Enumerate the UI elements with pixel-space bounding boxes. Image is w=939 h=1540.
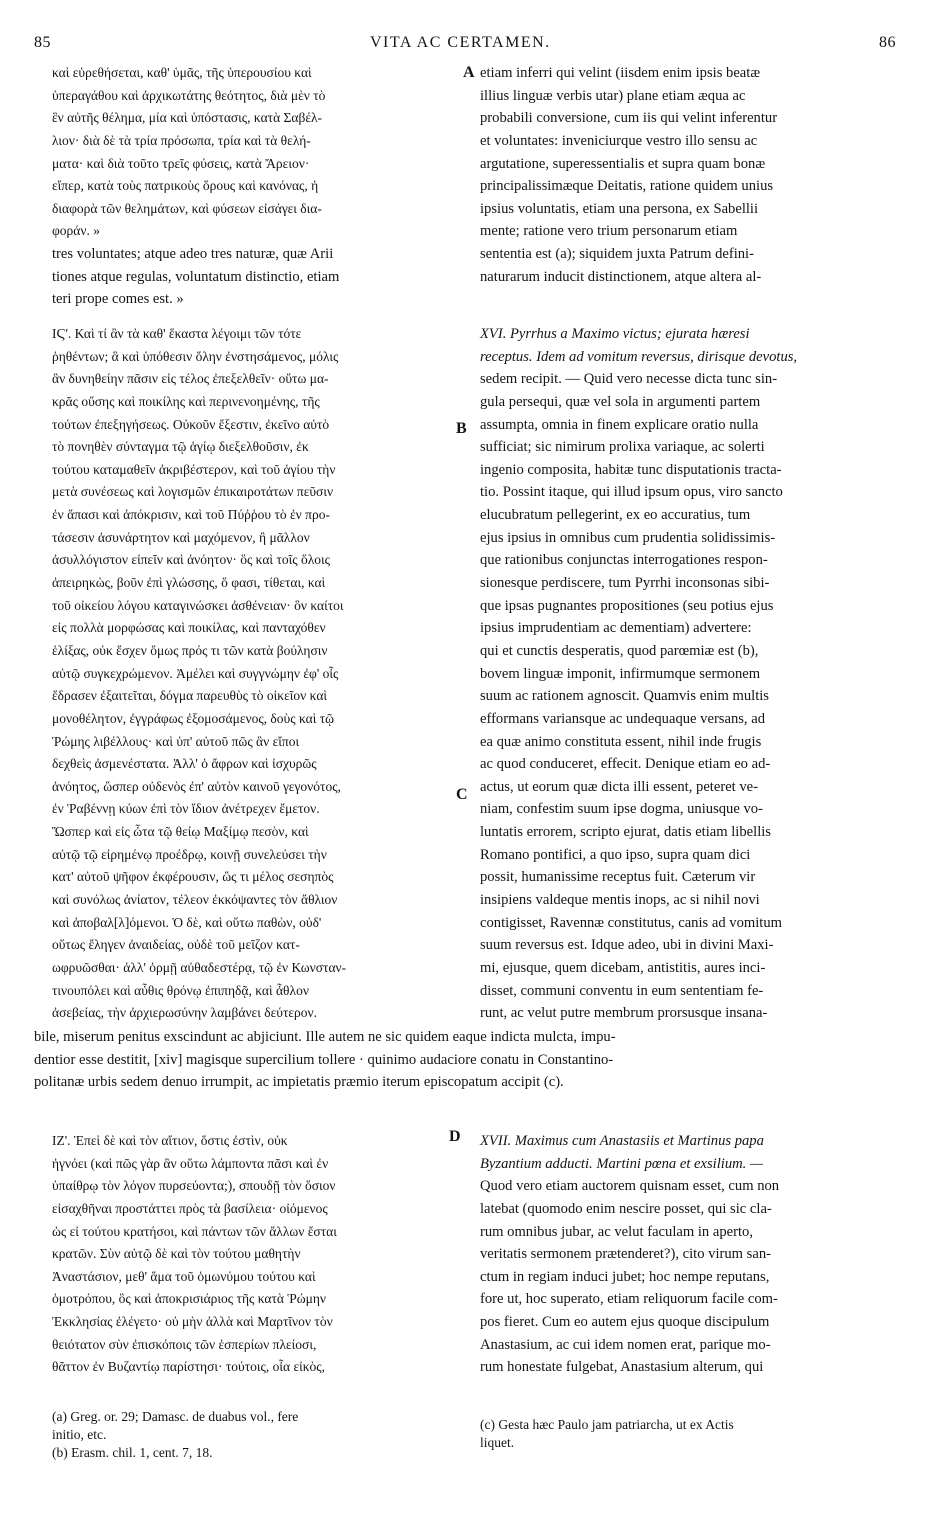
- greek-line: Ὥσπερ καὶ εἰς ὦτα τῷ θείῳ Μαξίμῳ πεσὸν, καὶ: [52, 824, 309, 840]
- footnote-b: (b) Erasm. chil. 1, cent. 7, 18.: [52, 1445, 213, 1460]
- greek-line: τούτου καταμαθεῖν ἀκριβέστερον, καὶ τοῦ ἁγίου τὴν: [52, 461, 336, 477]
- greek-line: ἓν αὐτῆς θέλημα, μία καὶ ὑπόστασις, κατὰ Σαβέλ-: [52, 110, 323, 126]
- greek-line: Ἐκκλησίας ἐλέγετο· οὐ μὴν ἀλλὰ καὶ Μαρτῖνον τὸν: [52, 1314, 333, 1330]
- greek-line: μονοθέλητον, ἐγγράφως ἐξομοσάμενος, δοὺς καὶ τῷ: [52, 710, 335, 726]
- latin-line: etiam inferri qui velint (iisdem enim ipsis beatæ: [480, 65, 761, 81]
- latin-line: Quod vero etiam auctorem quisnam esset, cum non: [480, 1178, 780, 1195]
- latin-line: runt, ac velut putre membrum prorsusque insana-: [480, 1005, 768, 1022]
- greek-line: τάσεσιν ἀσυνάρτητον καὶ μαχόμενον, ἢ μᾶλλον: [52, 529, 310, 545]
- margin-marker-b: B: [456, 420, 467, 437]
- latin-line: tio. Possint itaque, qui illud ipsum opus, viro sancto: [480, 484, 783, 501]
- greek-line: ῥηθέντων; ἃ καὶ ὑπόθεσιν ὅλην ἐνστησάμενος, μόλις: [52, 348, 339, 364]
- latin-line: luntatis errorem, scripto ejurat, datis etiam libellis: [480, 824, 771, 841]
- greek-line: ὁμοτρόπου, ὃς καὶ ἀποκρισιάριος τῆς κατὰ Ῥώμην: [52, 1291, 327, 1307]
- latin-line: sedem recipit. — Quid vero necesse dicta tunc sin-: [480, 371, 778, 388]
- latin-line: teri prope comes est. »: [52, 291, 184, 308]
- latin-line: niam, confestim suum ipse dogma, uniusque vo-: [480, 801, 763, 818]
- latin-line: que ipsas pugnantes propositiones (seu potius ejus: [480, 597, 774, 614]
- latin-line: assumpta, omnia in finem explicare oratio nulla: [480, 416, 759, 433]
- latin-span-full: [34, 1026, 616, 1094]
- greek-line: αὐτῷ συγκεχρώμενον. Ἀμέλει καὶ συγγνώμην ἐφ' οἷς: [52, 665, 339, 681]
- latin-line: ipsius voluntatis, etiam una persona, ex Sabellii: [480, 200, 759, 217]
- latin-line: ctum in regiam induci jubet; hoc nempe reputans,: [480, 1268, 770, 1285]
- page-number-right: 86: [879, 34, 896, 51]
- footnote-c-cont: liquet.: [480, 1435, 515, 1450]
- greek-line: εἰς πολλὰ μορφώσας καὶ ποικίλας, καὶ πανταχόθεν: [52, 620, 326, 636]
- greek-line: διαφορὰ τῶν θελημάτων, καὶ φύσεων εἰσάγει δια-: [52, 200, 322, 216]
- section-heading-xvii: XVII. Maximus cum Anastasiis et Martinus papa: [480, 1133, 764, 1149]
- latin-line: Romano pontifici, a quo ipso, supra quam dici: [480, 846, 751, 863]
- latin-line: sionesque perdiscere, tum Pyrrhi inconsonas sibi-: [480, 575, 770, 592]
- greek-line: οὕτως ἔληγεν ἀναιδείας, οὐδὲ τοῦ μεῖζον κατ-: [52, 937, 300, 953]
- footnotes-right: [480, 1416, 734, 1452]
- footnote-a: (a) Greg. or. 29; Damasc. de duabus vol., fere: [52, 1409, 299, 1424]
- latin-line: ejus ipsius in omnibus cum prudentia solidissimis-: [480, 529, 776, 546]
- latin-line: suum ac rationem agnoscit. Quamvis enim multis: [480, 688, 769, 705]
- latin-line: ac quod conduceret, effecit. Denique etiam eo ad-: [480, 756, 771, 773]
- latin-line: actus, ut eorum quæ dicta illi essent, peteret ve-: [480, 778, 759, 795]
- margin-marker-d: D: [449, 1128, 461, 1145]
- page-number-left: 85: [34, 34, 51, 51]
- latin-line: elucubratum pellegerint, ex eo accuratius, tum: [480, 507, 751, 524]
- latin-line: probabili conversione, cum iis qui velint inferentur: [480, 110, 778, 127]
- latin-span-left: [52, 243, 339, 311]
- latin-line: mi, ejusque, quem dicebam, antistitis, aures inci-: [480, 959, 766, 976]
- latin-line: sufficiat; sic nimirum prolixa variaque, ac solerti: [480, 439, 765, 456]
- latin-line: illius linguæ verbis utar) plane etiam æqua ac: [480, 87, 746, 104]
- latin-line: disset, communi conventu in eum sententiam fe-: [480, 982, 764, 999]
- latin-line: bovem linguæ imponit, infirmumque sermonem: [480, 665, 761, 682]
- latin-line: tres voluntates; atque adeo tres naturæ, quæ Arii: [52, 246, 334, 262]
- latin-line: latebat (quomodo enim nescire posset, qui sic cla-: [480, 1200, 772, 1217]
- greek-line: ὑπεραγάθου καὶ ἀρχικωτάτης θεότητος, διὰ μὲν τὸ: [52, 87, 326, 103]
- greek-line: κατ' αὐτοῦ ψῆφον ἐκφέρουσιν, ὥς τι μέλος σεσηπὸς: [52, 869, 334, 885]
- margin-marker-a: A: [463, 64, 475, 81]
- greek-line: μετὰ συνέσεως καὶ λογισμῶν ἐπικαιροτάτων πεῦσιν: [52, 484, 334, 500]
- greek-line: αὐτῷ τῷ εἰρημένῳ προέδρῳ, κοινῇ συνελεύσει τὴν: [52, 846, 327, 862]
- latin-line: ingenio composita, habitæ tunc disputationis tracta-: [480, 461, 782, 478]
- greek-line: λιον· διὰ δὲ τὰ τρία πρόσωπα, τρία καὶ τὰ θελή-: [52, 132, 311, 148]
- greek-line: Ἀναστάσιον, μεθ' ἅμα τοῦ ὁμωνύμου τούτου καὶ: [52, 1268, 316, 1284]
- greek-line: ἐν Ῥαβέννῃ κύων ἐπὶ τὸν ἴδιον ἀνέτρεχεν ἔμετον.: [52, 801, 320, 817]
- greek-line: τὸ πονηθὲν σύνταγμα τῷ ἁγίῳ διεξελθοῦσιν, ἐκ: [52, 439, 309, 455]
- greek-line: ὡς εἰ τούτου κρατήσοι, καὶ πάντων τῶν ἄλλων ἔσται: [52, 1223, 337, 1239]
- footnote-a-cont: initio, etc.: [52, 1427, 107, 1442]
- latin-line: Anastasium, ac cui idem nomen erat, parique mo-: [480, 1336, 771, 1353]
- latin-line: dentior esse destitit, [xiv] magisque supercilium tollere · quinimo audaciore conatu in Constantino-: [34, 1051, 614, 1068]
- latin-line: fore ut, hoc superato, etiam reliquorum facile com-: [480, 1291, 778, 1308]
- greek-line: φοράν. »: [52, 223, 100, 239]
- greek-line: ἔδρασεν ἐξαιτεῖται, δόγμα παρευθὺς τὸ οἰκεῖον καὶ: [52, 688, 328, 704]
- greek-line: τοῦ οἰκείου λόγου καταγινώσκει ἀσθένειαν· ὃν καίτοι: [52, 597, 344, 613]
- greek-line: θειότατον σὺν ἐπισκόποις τῶν ἑσπερίων πλείοσι,: [52, 1336, 317, 1352]
- latin-line: insipiens valdeque mentis inops, ac si nihil novi: [480, 892, 760, 909]
- greek-line: καὶ εὑρεθήσεται, καθ' ὑμᾶς, τῆς ὑπερουσίου καὶ: [52, 65, 312, 80]
- running-header: [34, 34, 896, 56]
- margin-marker-c: C: [456, 786, 468, 803]
- greek-line: καὶ συνόλως ἀνίατον, τέλεον ἐκκόψαντες τὸν ἄθλιον: [52, 892, 338, 908]
- footnotes-left: [52, 1408, 298, 1462]
- greek-line: ἀπειρηκὼς, βοῦν ἐπὶ γλώσσης, ὅ φασι, τίθεται, καὶ: [52, 575, 326, 591]
- latin-line: tiones atque regulas, voluntatum distinctio, etiam: [52, 268, 340, 285]
- latin-line: rum honestate fulgebat, Anastasium alterum, qui: [480, 1359, 764, 1376]
- latin-line: rum omnibus jubar, ac velut faculam in aperto,: [480, 1223, 753, 1240]
- latin-column-block-2: [480, 323, 797, 1025]
- greek-column-block-3: [52, 1130, 337, 1379]
- latin-line: efformans variansque ac undequaque versans, ad: [480, 710, 766, 727]
- latin-line: qui et cunctis desperatis, quod parœmiæ est (b),: [480, 642, 759, 659]
- section-heading-xvi: XVI. Pyrrhus a Maximo victus; ejurata hæresi: [480, 326, 750, 342]
- greek-line: κρᾶς οὔσης καὶ ποικίλης καὶ περινενοημένης, τῆς: [52, 393, 320, 409]
- greek-line: τούτων ἐπεξηγήσεως. Οὐκοῦν ἔξεστιν, ἐκεῖνο αὐτὸ: [52, 416, 330, 432]
- latin-span-right: [480, 243, 761, 288]
- greek-line: ΙϚ'. Καὶ τί ἂν τὰ καθ' ἕκαστα λέγοιμι τῶν τότε: [52, 326, 302, 341]
- greek-line: καὶ ἀποβαλ[λ]όμενοι. Ὁ δὲ, καὶ οὕτω παθὼν, οὐδ': [52, 914, 322, 930]
- latin-line: argutatione, superessentialis et supra quam bonæ: [480, 155, 766, 172]
- latin-line: ea quæ animo constituta essent, nihil inde frugis: [480, 733, 762, 750]
- greek-line: ἑλίξας, οὐκ ἔσχεν ὅμως πρός τι τῶν κατὰ βούλησιν: [52, 642, 328, 658]
- latin-line: naturarum inducit distinctionem, atque altera al-: [480, 268, 762, 285]
- greek-line: εἰσαχθῆναι προστάττει πρὸς τὰ βασίλεια· οἰόμενος: [52, 1200, 328, 1216]
- latin-line: gula persequi, quæ vel sola in argumenti partem: [480, 393, 761, 410]
- latin-column-block-3: [480, 1130, 779, 1379]
- greek-line: ἀνόητος, ὥσπερ οὐδενὸς ἐπ' αὐτὸν καινοῦ γεγονότος,: [52, 778, 341, 794]
- latin-line: que rationibus conjunctas interrogationes respon-: [480, 552, 768, 569]
- greek-line: ὑπαίθρῳ τὸν λόγον πυρσεύοντα;), σπουδῇ τὸν ὅσιον: [52, 1178, 336, 1194]
- latin-line: pos fieret. Cum eo autem ejus quoque discipulum: [480, 1314, 770, 1331]
- latin-line: politanæ urbis sedem denuo irrumpit, ac impietatis præmio iterum episcopatum accipit (c).: [34, 1074, 564, 1091]
- greek-column-block-2: [52, 323, 346, 1025]
- latin-line: et voluntates: inveniciurque vestro illo sensu ac: [480, 132, 758, 149]
- latin-line: bile, miserum penitus exscindunt ac abjiciunt. Ille autem ne sic quidem eaque indicta mulcta, impu-: [34, 1029, 616, 1045]
- greek-line: εἴπερ, κατὰ τοὺς πατρικοὺς ὅρους καὶ κανόνας, ἡ: [52, 178, 319, 194]
- latin-line: principalissimæque Deitatis, ratione quidem unius: [480, 178, 774, 195]
- latin-line: sententia est (a); siquidem juxta Patrum defini-: [480, 246, 754, 262]
- latin-line: ipsius imprudentiam ac dementiam) advertere:: [480, 620, 752, 637]
- latin-line: suum reversus est. Idque adeo, ubi in divini Maxi-: [480, 937, 774, 954]
- greek-column-block-1: [52, 62, 325, 243]
- greek-line: ἀσεβείας, τὴν ἀρχιερωσύνην λαμβάνει δεύτερον.: [52, 1005, 318, 1021]
- greek-line: ἀσυλλόγιστον εἰπεῖν καὶ ἀνόητον· ὃς καὶ τοῖς ὅλοις: [52, 552, 330, 568]
- greek-line: Ῥώμης λιβέλλους· καὶ ὑπ' αὐτοῦ πῶς ἂν εἴποι: [52, 733, 300, 749]
- latin-column-block-1: [480, 62, 777, 243]
- section-heading-xvii-cont: Byzantium adducti. Martini pœna et exsilium. —: [480, 1155, 763, 1172]
- greek-line: ἠγνόει (καὶ πῶς γὰρ ἂν οὕτω λάμποντα πᾶσι καὶ ἐν: [52, 1155, 329, 1171]
- greek-line: ματα· καὶ διὰ τοῦτο τρεῖς φύσεις, κατὰ Ἄρειον·: [52, 155, 310, 171]
- greek-line: ωφρυῶσθαι· ἀλλ' ὁρμῇ αὐθαδεστέρᾳ, τῷ ἐν Κωνσταν-: [52, 959, 347, 975]
- greek-line: κρατῶν. Σὺν αὐτῷ δὲ καὶ τὸν τούτου μαθητὴν: [52, 1246, 301, 1262]
- latin-line: possit, humanissime receptus fuit. Cæterum vir: [480, 869, 756, 886]
- greek-line: δεχθεὶς ἀσμενέστατα. Ἀλλ' ὁ ἄφρων καὶ ἰσχυρῶς: [52, 756, 317, 772]
- greek-line: ἂν δυνηθείην πᾶσιν εἰς τέλος ἐπεξελθεῖν· οὕτω μα-: [52, 371, 329, 387]
- latin-line: contigisset, Ravennæ constitutus, canis ad vomitum: [480, 914, 782, 931]
- running-title: VITA AC CERTAMEN.: [370, 34, 551, 51]
- greek-line: ΙΖ'. Ἐπεὶ δὲ καὶ τὸν αἴτιον, ὅστις ἐστὶν, οὐκ: [52, 1133, 288, 1148]
- section-heading-xvi-cont: receptus. Idem ad vomitum reversus, dirisque devotus,: [480, 348, 798, 365]
- latin-line: veritatis sermonem prætenderet?), cito virum san-: [480, 1246, 771, 1263]
- footnote-c: (c) Gesta hæc Paulo jam patriarcha, ut ex Actis: [480, 1417, 734, 1432]
- greek-line: ἐν ἅπασι καὶ ἀπόκρισιν, καὶ τοῦ Πύῤῥου τὸ ἐν προ-: [52, 507, 330, 523]
- greek-line: τινουπόλει καὶ αὖθις θρόνῳ ἐπιπηδᾷ, καὶ ἆθλον: [52, 982, 309, 998]
- latin-line: mente; ratione vero trium personarum etiam: [480, 223, 738, 240]
- greek-line: θᾶττον ἐν Βυζαντίῳ παρίστησι· τούτοις, οἷα εἰκὸς,: [52, 1359, 326, 1375]
